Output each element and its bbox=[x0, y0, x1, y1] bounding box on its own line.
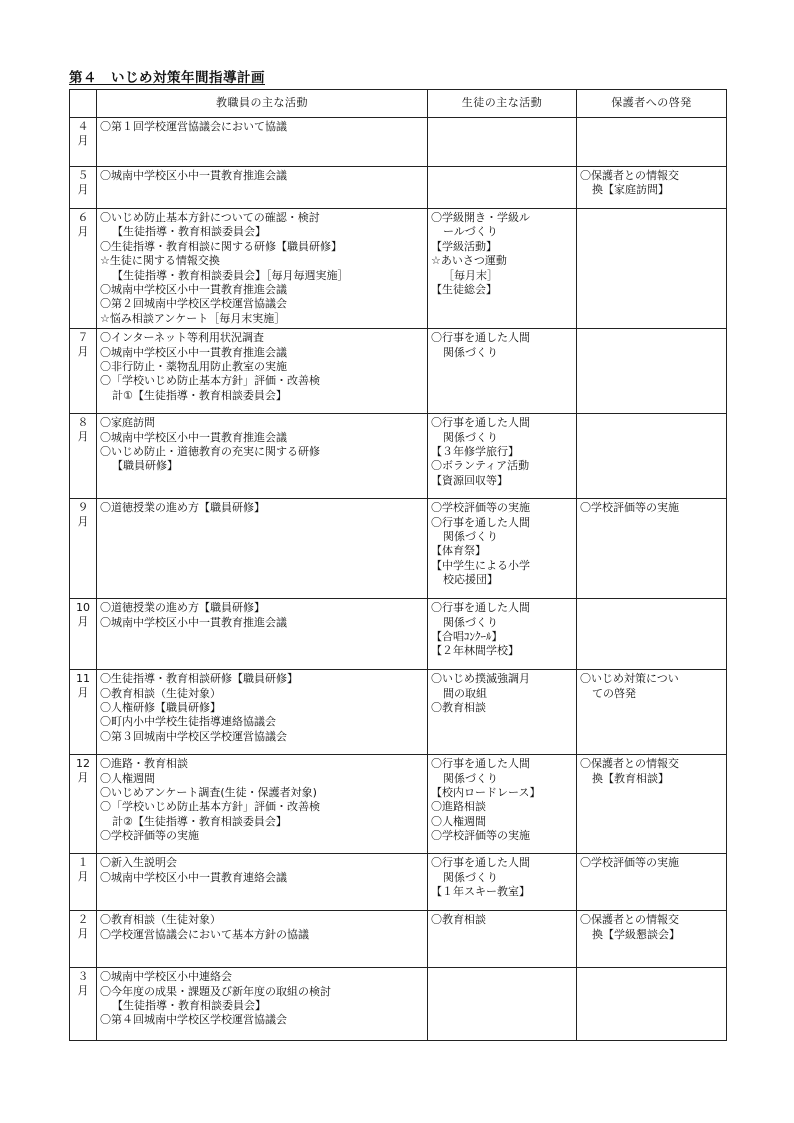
parent-outreach-cell bbox=[577, 414, 727, 499]
activity-line: 〇町内小中学校生徒指導連絡協議会 bbox=[100, 715, 276, 729]
parent-outreach-cell bbox=[577, 854, 727, 911]
month-cell bbox=[70, 414, 97, 499]
activity-line: 【校内ロードレース】 bbox=[431, 786, 541, 800]
parent-outreach-cell bbox=[577, 599, 727, 670]
month-cell bbox=[70, 209, 97, 329]
table-row bbox=[70, 854, 727, 911]
activity-line: 【合唱ｺﾝｸｰﾙ】 bbox=[431, 630, 503, 644]
activity-line: 計①【生徒指導・教育相談委員会】 bbox=[112, 388, 287, 402]
month-number: 12 bbox=[76, 757, 90, 771]
activity-line: 【中学生による小学 bbox=[431, 558, 530, 572]
table-row bbox=[70, 499, 727, 599]
activity-line: 関係づくり bbox=[443, 615, 498, 629]
month-number: ９ bbox=[77, 501, 89, 515]
activity-line: 〇城南中学校区小中一貫教育推進会議 bbox=[100, 169, 287, 182]
activity-line: 〇第３回城南中学校区学校運営協議会 bbox=[100, 729, 287, 743]
activity-line: 計②【生徒指導・教育相談委員会】 bbox=[112, 814, 287, 828]
annual-plan-table bbox=[69, 89, 727, 1041]
activity-line: 関係づくり bbox=[443, 530, 498, 544]
activity-line: 〇教育相談（生徒対象） bbox=[100, 913, 221, 927]
staff-activities-cell bbox=[97, 670, 428, 755]
activity-line: 〇城南中学校区小中一貫教育推進会議 bbox=[100, 283, 287, 297]
activity-line: 〇「学校いじめ防止基本方針」評価・改善検 bbox=[100, 374, 320, 388]
activity-line: 【生徒総会】 bbox=[431, 283, 497, 297]
activity-line: 〇城南中学校区小中連絡会 bbox=[100, 970, 232, 984]
student-activities-cell bbox=[428, 854, 577, 911]
month-suffix: 月 bbox=[77, 345, 89, 359]
activity-line: 【体育祭】 bbox=[431, 544, 486, 558]
activity-line: ☆生徒に関する情報交換 bbox=[100, 254, 220, 268]
month-suffix: 月 bbox=[77, 515, 89, 529]
student-activities-cell bbox=[428, 118, 577, 167]
table-row bbox=[70, 167, 727, 209]
activity-line: 〇いじめ対策につい bbox=[580, 672, 679, 686]
month-cell bbox=[70, 755, 97, 854]
activity-line: 〇行事を通した人間 bbox=[431, 331, 530, 345]
staff-activities-cell bbox=[97, 499, 428, 599]
month-number: ５ bbox=[77, 169, 89, 182]
student-activities-cell bbox=[428, 499, 577, 599]
month-suffix: 月 bbox=[77, 984, 89, 998]
header-month bbox=[70, 90, 97, 118]
activity-line: 〇教育相談 bbox=[431, 913, 486, 927]
activity-line: 〇城南中学校区小中一貫教育推進会議 bbox=[100, 345, 287, 359]
activity-line: 校応援団】 bbox=[443, 573, 498, 587]
activity-line: 関係づくり bbox=[443, 771, 498, 785]
activity-line: 〇学校評価等の実施 bbox=[580, 856, 679, 870]
parent-outreach-cell bbox=[577, 209, 727, 329]
staff-activities-cell bbox=[97, 755, 428, 854]
month-number: ８ bbox=[77, 416, 89, 430]
parent-outreach-cell bbox=[577, 329, 727, 414]
activity-line: 〇「学校いじめ防止基本方針」評価・改善検 bbox=[100, 800, 320, 814]
activity-line: 関係づくり bbox=[443, 430, 498, 444]
table-row bbox=[70, 670, 727, 755]
month-suffix: 月 bbox=[77, 870, 89, 884]
parent-outreach-cell bbox=[577, 118, 727, 167]
activity-line: 〇城南中学校区小中一貫教育連絡会議 bbox=[100, 870, 287, 884]
activity-line: 〇学校評価等の実施 bbox=[580, 501, 679, 515]
activity-line: 〇城南中学校区小中一貫教育推進会議 bbox=[100, 430, 287, 444]
activity-line: 〇道徳授業の進め方【職員研修】 bbox=[100, 501, 265, 515]
month-cell bbox=[70, 968, 97, 1041]
parent-outreach-cell bbox=[577, 968, 727, 1041]
staff-activities-cell bbox=[97, 911, 428, 968]
activity-line: 〇インターネット等利用状況調査 bbox=[100, 331, 265, 345]
activity-line: ての啓発 bbox=[592, 686, 636, 700]
activity-line: 【職員研修】 bbox=[112, 459, 178, 473]
activity-line: 【３年修学旅行】 bbox=[431, 445, 519, 459]
activity-line: 〇第１回学校運営協議会において協議 bbox=[100, 120, 287, 133]
month-number: ３ bbox=[77, 970, 89, 984]
student-activities-cell bbox=[428, 167, 577, 209]
activity-line: 〇生徒指導・教育相談に関する研修【職員研修】 bbox=[100, 239, 342, 253]
activity-line: ールづくり bbox=[443, 225, 498, 239]
activity-line: ☆あいさつ運動 bbox=[431, 254, 507, 268]
activity-line: ［毎月末］ bbox=[443, 268, 498, 282]
activity-line: 〇保護者との情報交 bbox=[580, 169, 679, 182]
activity-line: 【１年スキー教室】 bbox=[431, 885, 530, 899]
staff-activities-cell bbox=[97, 968, 428, 1041]
activity-line: 〇学校評価等の実施 bbox=[100, 829, 199, 843]
table-row bbox=[70, 118, 727, 167]
activity-line: 〇行事を通した人間 bbox=[431, 757, 530, 771]
activity-line: 【学級活動】 bbox=[431, 239, 497, 253]
activity-line: 〇新入生説明会 bbox=[100, 856, 177, 870]
staff-activities-cell bbox=[97, 599, 428, 670]
student-activities-cell bbox=[428, 670, 577, 755]
table-header-row bbox=[70, 90, 727, 118]
month-number: １ bbox=[77, 856, 89, 870]
activity-line: 【生徒指導・教育相談委員会】 bbox=[112, 225, 266, 239]
activity-line: 〇行事を通した人間 bbox=[431, 515, 530, 529]
table-row bbox=[70, 599, 727, 670]
month-suffix: 月 bbox=[77, 686, 89, 700]
month-number: ４ bbox=[77, 120, 89, 133]
staff-activities-cell bbox=[97, 167, 428, 209]
month-cell bbox=[70, 670, 97, 755]
activity-line: 【２年林間学校】 bbox=[431, 644, 519, 658]
activity-line: 〇ボランティア活動 bbox=[431, 459, 530, 473]
parent-outreach-cell bbox=[577, 911, 727, 968]
activity-line: 〇家庭訪問 bbox=[100, 416, 155, 430]
activity-line: 換【家庭訪問】 bbox=[592, 183, 669, 197]
parent-outreach-cell bbox=[577, 499, 727, 599]
activity-line: ☆悩み相談アンケート［毎月末実施］ bbox=[100, 311, 286, 325]
activity-line: 〇人権週間 bbox=[100, 771, 155, 785]
activity-line: 〇第４回城南中学校区学校運営協議会 bbox=[100, 1013, 287, 1027]
month-number: ２ bbox=[77, 913, 89, 927]
activity-line: 【生徒指導・教育相談委員会】 bbox=[112, 999, 266, 1013]
activity-line: 関係づくり bbox=[443, 345, 498, 359]
activity-line: 〇非行防止・薬物乱用防止教室の実施 bbox=[100, 360, 287, 374]
activity-line: 〇行事を通した人間 bbox=[431, 416, 530, 430]
staff-activities-cell bbox=[97, 329, 428, 414]
parent-outreach-cell bbox=[577, 167, 727, 209]
month-suffix: 月 bbox=[77, 183, 89, 196]
table-body bbox=[70, 118, 727, 1041]
month-suffix: 月 bbox=[77, 615, 89, 629]
month-suffix: 月 bbox=[77, 134, 89, 147]
activity-line: 〇人権研修【職員研修】 bbox=[100, 701, 221, 715]
month-number: 11 bbox=[76, 672, 90, 686]
activity-line: 〇行事を通した人間 bbox=[431, 856, 530, 870]
activity-line: 〇いじめアンケート調査(生徒・保護者対象) bbox=[100, 786, 317, 800]
activity-line: 〇城南中学校区小中一貫教育推進会議 bbox=[100, 615, 287, 629]
activity-line: 〇生徒指導・教育相談研修【職員研修】 bbox=[100, 672, 298, 686]
activity-line: 〇学校運営協議会において基本方針の協議 bbox=[100, 927, 309, 941]
parent-outreach-cell bbox=[577, 670, 727, 755]
activity-line: 〇進路相談 bbox=[431, 800, 486, 814]
staff-activities-cell bbox=[97, 854, 428, 911]
table-row bbox=[70, 911, 727, 968]
activity-line: 〇保護者との情報交 bbox=[580, 913, 679, 927]
header-parent-outreach: 保護者への啓発 bbox=[577, 90, 727, 118]
parent-outreach-cell bbox=[577, 755, 727, 854]
table-row bbox=[70, 755, 727, 854]
activity-line: 〇学校評価等の実施 bbox=[431, 829, 530, 843]
student-activities-cell bbox=[428, 209, 577, 329]
student-activities-cell bbox=[428, 599, 577, 670]
month-cell bbox=[70, 329, 97, 414]
activity-line: 間の取組 bbox=[443, 686, 487, 700]
student-activities-cell bbox=[428, 911, 577, 968]
table-row bbox=[70, 414, 727, 499]
activity-line: 〇保護者との情報交 bbox=[580, 757, 679, 771]
month-suffix: 月 bbox=[77, 927, 89, 941]
month-number: ７ bbox=[77, 331, 89, 345]
activity-line: 〇進路・教育相談 bbox=[100, 757, 188, 771]
activity-line: 〇学校評価等の実施 bbox=[431, 501, 530, 515]
activity-line: 〇学級開き・学級ル bbox=[431, 211, 530, 224]
activity-line: 換【教育相談】 bbox=[592, 771, 669, 785]
month-suffix: 月 bbox=[77, 430, 89, 444]
table-row bbox=[70, 968, 727, 1041]
table-row bbox=[70, 209, 727, 329]
staff-activities-cell bbox=[97, 414, 428, 499]
month-cell bbox=[70, 854, 97, 911]
activity-line: 〇道徳授業の進め方【職員研修】 bbox=[100, 601, 265, 615]
activity-line: 【資源回収等】 bbox=[431, 473, 508, 487]
month-number: ６ bbox=[77, 211, 89, 224]
student-activities-cell bbox=[428, 755, 577, 854]
page-title: 第４ いじめ対策年間指導計画 bbox=[69, 70, 265, 86]
student-activities-cell bbox=[428, 414, 577, 499]
activity-line: 換【学級懇談会】 bbox=[592, 927, 680, 941]
header-student-activities: 生徒の主な活動 bbox=[428, 90, 577, 118]
month-cell bbox=[70, 167, 97, 209]
month-cell bbox=[70, 599, 97, 670]
activity-line: 〇行事を通した人間 bbox=[431, 601, 530, 615]
month-cell bbox=[70, 911, 97, 968]
month-suffix: 月 bbox=[77, 771, 89, 785]
month-cell bbox=[70, 118, 97, 167]
month-cell bbox=[70, 499, 97, 599]
staff-activities-cell bbox=[97, 118, 428, 167]
student-activities-cell bbox=[428, 329, 577, 414]
student-activities-cell bbox=[428, 968, 577, 1041]
month-number: 10 bbox=[76, 601, 90, 615]
month-suffix: 月 bbox=[77, 225, 89, 238]
activity-line: 〇教育相談（生徒対象） bbox=[100, 686, 221, 700]
activity-line: 〇第２回城南中学校区学校運営協議会 bbox=[100, 297, 287, 311]
header-staff-activities: 教職員の主な活動 bbox=[97, 90, 428, 118]
staff-activities-cell bbox=[97, 209, 428, 329]
activity-line: 〇人権週間 bbox=[431, 814, 486, 828]
activity-line: 〇いじめ防止・道徳教育の充実に関する研修 bbox=[100, 445, 320, 459]
table-row bbox=[70, 329, 727, 414]
activity-line: 関係づくり bbox=[443, 870, 498, 884]
activity-line: 〇教育相談 bbox=[431, 701, 486, 715]
activity-line: 〇いじめ撲滅強調月 bbox=[431, 672, 530, 686]
activity-line: 〇今年度の成果・課題及び新年度の取組の検討 bbox=[100, 984, 331, 998]
activity-line: 【生徒指導・教育相談委員会】［毎月毎週実施］ bbox=[112, 268, 349, 282]
activity-line: 〇いじめ防止基本方針についての確認・検討 bbox=[100, 211, 320, 224]
